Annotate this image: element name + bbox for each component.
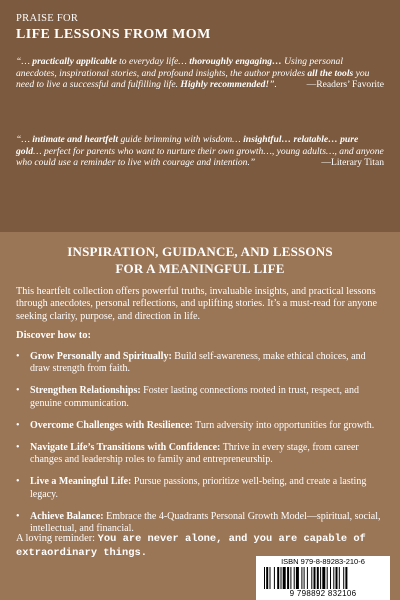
tagline-line-1: INSPIRATION, GUIDANCE, AND LESSONS: [67, 244, 333, 259]
bullet-heading: Achieve Balance:: [30, 510, 104, 522]
barcode-bar: [314, 567, 316, 589]
list-item: [16, 476, 386, 500]
quote-emphasis: thoroughly engaging…: [189, 56, 282, 67]
reminder-emphasis-1: You are never alone, and you are capable of: [97, 533, 366, 545]
barcode-bar: [290, 567, 291, 589]
barcode-bar: [330, 567, 331, 589]
barcode-bar: [264, 567, 265, 589]
barcode-bar: [336, 567, 338, 589]
quote-1-attribution: —Readers’ Favorite: [306, 79, 384, 91]
quote-segment: you need to live a successful and fulfilling life.: [16, 67, 370, 91]
bullet-text: Thrive in every stage, from career changes and leadership roles to family and entrepreneurship.: [30, 442, 359, 466]
barcode-bar: [333, 567, 334, 589]
benefits-list: [16, 351, 386, 545]
intro-paragraph: This heartfelt collection offers powerful truths, invaluable insights, and practical lessons through anecdotes, personal reflections, and uplifting stories. It’s a must-read for anyone seeking clarity, purpose, and direction in life.: [16, 286, 377, 322]
barcode-icon: [264, 567, 382, 589]
bullet-icon: •: [16, 351, 20, 362]
bullet-text: Embrace the 4-Quadrants Personal Growth Model—spiritual, social, intellectual, and financial.: [30, 510, 381, 535]
list-item: [16, 420, 386, 432]
barcode-digits: 9 798892 832106: [289, 589, 357, 598]
bullet-icon: •: [16, 442, 20, 454]
barcode-bar: [345, 567, 347, 589]
quote-segment: ”.: [269, 79, 277, 91]
barcode-bar: [322, 567, 325, 589]
list-item: [16, 351, 386, 375]
review-quote-2: [16, 134, 384, 169]
bullet-heading: Navigate Life’s Transitions with Confidence:: [30, 442, 221, 454]
barcode-bar: [343, 567, 344, 589]
bullet-heading: Overcome Challenges with Resilience:: [30, 419, 193, 431]
barcode-bar: [317, 567, 319, 589]
barcode-bar: [304, 567, 305, 589]
list-item: [16, 385, 386, 409]
praise-header: PRAISE FOR: [16, 13, 79, 24]
barcode-bar: [294, 567, 295, 589]
reminder-lead: A loving reminder:: [16, 533, 98, 544]
reminder-emphasis-2: extraordinary things.: [16, 547, 147, 559]
barcode-bar: [283, 567, 286, 589]
barcode-bar: [281, 567, 282, 589]
barcode-bar: [311, 567, 312, 589]
bullet-heading: Strengthen Relationships:: [30, 385, 141, 397]
book-title: LIFE LESSONS FROM MOM: [16, 27, 211, 42]
barcode-bar: [287, 567, 289, 589]
bullet-text: Pursue passions, prioritize well-being, and create a lasting legacy.: [30, 476, 367, 500]
quote-segment: … perfect for parents who want to nurture their own growth…, young adults…, and anyone who could use a reminder to live with courage and intention.”: [16, 145, 384, 169]
quote-segment: guide brimming with wisdom…: [118, 134, 244, 145]
barcode-bar: [274, 567, 275, 589]
quote-emphasis: intimate and heartfelt: [32, 134, 119, 145]
quote-emphasis: practically applicable: [32, 56, 117, 67]
praise-panel: [0, 0, 400, 232]
bullet-icon: •: [16, 385, 20, 397]
quote-segment: Using personal anecdotes, inspirational stories, and profound insights, the author provides: [16, 56, 343, 79]
tagline-line-2: FOR A MEANINGFUL LIFE: [115, 261, 285, 276]
bullet-heading: Live a Meaningful Life:: [30, 476, 132, 488]
barcode-bar: [320, 567, 321, 589]
bullet-icon: •: [16, 419, 20, 431]
bullet-text: Build self-awareness, make ethical choices, and draw strength from faith.: [30, 351, 366, 375]
list-item: [16, 442, 386, 466]
discover-heading: Discover how to:: [16, 330, 92, 341]
quote-emphasis: Highly recommended!: [180, 79, 270, 91]
quote-emphasis: all the tools: [307, 67, 354, 79]
barcode-bar: [266, 567, 268, 589]
barcode-bar: [270, 567, 271, 589]
isbn-text: ISBN 979-8-89283-210-6: [281, 557, 365, 566]
barcode-bar: [277, 567, 279, 589]
tagline: [0, 243, 400, 277]
barcode-bar: [296, 567, 299, 589]
review-quote-1: [16, 56, 384, 91]
quote-2-attribution: —Literary Titan: [321, 157, 384, 169]
quote-emphasis: insightful… relatable… pure gold: [16, 134, 359, 157]
bullet-heading: Grow Personally and Spiritually:: [30, 351, 172, 362]
bullet-icon: •: [16, 510, 20, 522]
barcode-bar: [327, 567, 328, 589]
quote-segment: “…: [16, 134, 33, 145]
quote-segment: “…: [16, 56, 33, 67]
barcode-bar: [307, 567, 308, 589]
barcode-label: [256, 556, 390, 600]
quote-segment: to everyday life…: [116, 56, 190, 67]
bullet-icon: •: [16, 476, 20, 488]
barcode-bar: [339, 567, 340, 589]
bullet-text: Turn adversity into opportunities for growth.: [192, 419, 375, 431]
bullet-text: Foster lasting connections rooted in trust, respect, and genuine communication.: [30, 385, 359, 409]
barcode-bar: [301, 567, 302, 589]
